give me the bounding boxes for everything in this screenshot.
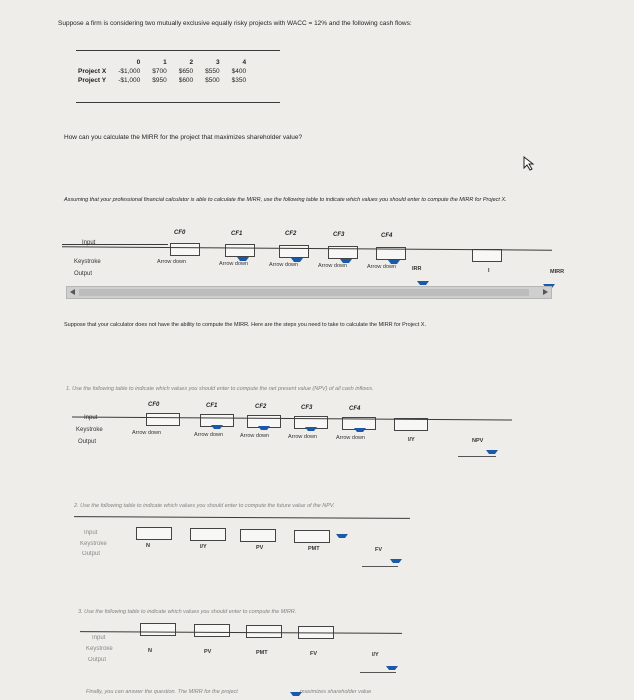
irr-key: IRR xyxy=(412,266,422,272)
step3-pv-key: PV xyxy=(204,649,212,655)
step2-iy-key: I/Y xyxy=(200,544,207,550)
step2-pv-key: PV xyxy=(256,545,264,551)
step2-pmt-input[interactable] xyxy=(294,530,330,543)
step1-cf1-header: CF1 xyxy=(206,403,218,409)
step2-fv-dropdown-icon[interactable] xyxy=(390,559,402,563)
step1-keystroke-2: Arrow down xyxy=(194,432,224,438)
table-top-rule xyxy=(76,50,280,51)
cf4-header: CF4 xyxy=(381,233,393,239)
keystroke-3: Arrow down xyxy=(269,262,299,268)
step1-npv-key: NPV xyxy=(472,438,484,444)
step3-fv-key: FV xyxy=(310,651,318,657)
cf0-header: CF0 xyxy=(174,230,186,236)
cf4-dropdown-icon[interactable] xyxy=(388,260,400,264)
table-row: Project Y -$1,000 $950 $600 $500 $350 xyxy=(78,77,247,84)
period-4: 4 xyxy=(242,59,247,66)
steps-intro: Suppose that your calculator does not have the ability to compute the MIRR. Here are the steps you need to take to calculate the MIRR for Project X. xyxy=(64,322,426,328)
calc-instructions: Assuming that your professional financial calculator is able to calculate the MIRR, use the following table to indicate which values you should enter to compute the MIRR for Project X. xyxy=(64,197,507,203)
cf1-dropdown-icon[interactable] xyxy=(237,257,249,261)
step1-cf0-input[interactable] xyxy=(146,413,180,426)
keystroke-2: Arrow down xyxy=(219,261,249,267)
step1-npv-output-line xyxy=(458,456,496,457)
keystroke-4: Arrow down xyxy=(318,263,348,269)
step3-row-rule xyxy=(80,631,402,634)
step1-cf0-header: CF0 xyxy=(148,402,160,408)
step2-fv-key: FV xyxy=(375,547,383,553)
step2-iy-input[interactable] xyxy=(190,528,226,541)
table-bottom-rule xyxy=(76,102,280,103)
input-label: Input xyxy=(82,240,96,246)
keystroke-5: Arrow down xyxy=(367,264,397,270)
step3-input-label: Input xyxy=(92,635,106,641)
final-tail: maximizes shareholder value xyxy=(300,689,372,695)
keystroke-label: Keystroke xyxy=(74,259,101,265)
cf3-header: CF3 xyxy=(333,232,345,238)
step2-n-key: N xyxy=(146,543,150,549)
step1-iy-input[interactable] xyxy=(394,418,428,431)
step1-keystroke-1: Arrow down xyxy=(132,430,162,436)
step1-keystroke-3: Arrow down xyxy=(240,433,270,439)
step2-output-label: Output xyxy=(82,551,101,557)
step1-output-label: Output xyxy=(78,439,97,445)
cf3-dropdown-icon[interactable] xyxy=(340,259,352,263)
step3-text: 3. Use the following table to indicate which values you should enter to compute the MIRR. xyxy=(78,609,297,615)
step2-input-label: Input xyxy=(84,530,98,536)
step3-keystroke-label: Keystroke xyxy=(86,646,113,652)
keystroke-1: Arrow down xyxy=(157,259,187,265)
cash-flow-table xyxy=(78,58,252,85)
table-row: Project X -$1,000 $700 $650 $550 $400 xyxy=(78,68,247,75)
step1-iy-key: I/Y xyxy=(408,437,415,443)
step3-pv-input[interactable] xyxy=(194,624,230,637)
step2-dropdown-icon[interactable] xyxy=(336,534,348,538)
step3-pmt-key: PMT xyxy=(256,650,268,656)
step1-cf3-dropdown-icon[interactable] xyxy=(305,427,317,431)
question-prompt: How can you calculate the MIRR for the project that maximizes shareholder value? xyxy=(64,134,303,141)
step3-n-key: N xyxy=(148,648,152,654)
step1-cf3-header: CF3 xyxy=(301,405,313,411)
horizontal-scrollbar[interactable] xyxy=(66,286,552,299)
scroll-left-icon[interactable] xyxy=(70,289,75,295)
step1-cf1-dropdown-icon[interactable] xyxy=(211,425,223,429)
step2-keystroke-label: Keystroke xyxy=(80,541,107,547)
output-label: Output xyxy=(74,271,93,277)
row-rule xyxy=(72,416,512,420)
step1-input-label: Input xyxy=(84,415,98,421)
cf1-header: CF1 xyxy=(231,231,243,237)
period-1: 1 xyxy=(163,59,167,66)
step2-text: 2. Use the following table to indicate which values you should enter to compute the future value of the NPV. xyxy=(74,503,335,509)
step3-iy-key: I/Y xyxy=(372,652,379,658)
mirr-key: MIRR xyxy=(550,269,565,275)
step1-cf2-header: CF2 xyxy=(255,404,267,410)
step3-iy-dropdown-icon[interactable] xyxy=(386,666,398,670)
step1-cf2-dropdown-icon[interactable] xyxy=(258,426,270,430)
step3-iy-output-line xyxy=(360,672,396,673)
period-2: 2 xyxy=(189,59,194,66)
step1-text: 1. Use the following table to indicate which values you should enter to compute the net present value (NPV) of all cash inflows. xyxy=(66,386,374,392)
step1-cf4-header: CF4 xyxy=(349,406,361,412)
cf2-header: CF2 xyxy=(285,231,297,237)
step1-keystroke-4: Arrow down xyxy=(288,434,318,440)
step1-keystroke-label: Keystroke xyxy=(76,427,103,433)
step2-pv-input[interactable] xyxy=(240,529,276,542)
step3-n-input[interactable] xyxy=(140,623,176,636)
cf1-input[interactable] xyxy=(225,244,255,257)
irr-dropdown-icon[interactable] xyxy=(417,281,429,285)
step2-fv-output-line xyxy=(362,566,398,567)
step1-npv-dropdown-icon[interactable] xyxy=(486,450,498,454)
mouse-cursor-icon xyxy=(522,155,536,171)
step2-pmt-key: PMT xyxy=(308,546,320,552)
step1-cf4-dropdown-icon[interactable] xyxy=(354,428,366,432)
i-input[interactable] xyxy=(472,249,502,262)
question-intro: Suppose a firm is considering two mutually exclusive equally risky projects with WACC = 12% and the following cash flows: xyxy=(58,20,412,27)
step1-keystroke-5: Arrow down xyxy=(336,435,366,441)
cf0-input[interactable] xyxy=(170,243,200,256)
cf2-dropdown-icon[interactable] xyxy=(291,258,303,262)
step2-n-input[interactable] xyxy=(136,527,172,540)
i-key: I xyxy=(488,268,490,274)
scroll-thumb[interactable] xyxy=(79,289,529,296)
final-text: Finally, you can answer the question. The MIRR for the project xyxy=(86,689,238,695)
scroll-right-icon[interactable] xyxy=(543,289,548,295)
period-0: 0 xyxy=(136,59,141,66)
step2-top-rule xyxy=(74,516,410,519)
period-3: 3 xyxy=(216,59,220,66)
step3-output-label: Output xyxy=(88,657,107,663)
row-rule xyxy=(62,244,168,245)
